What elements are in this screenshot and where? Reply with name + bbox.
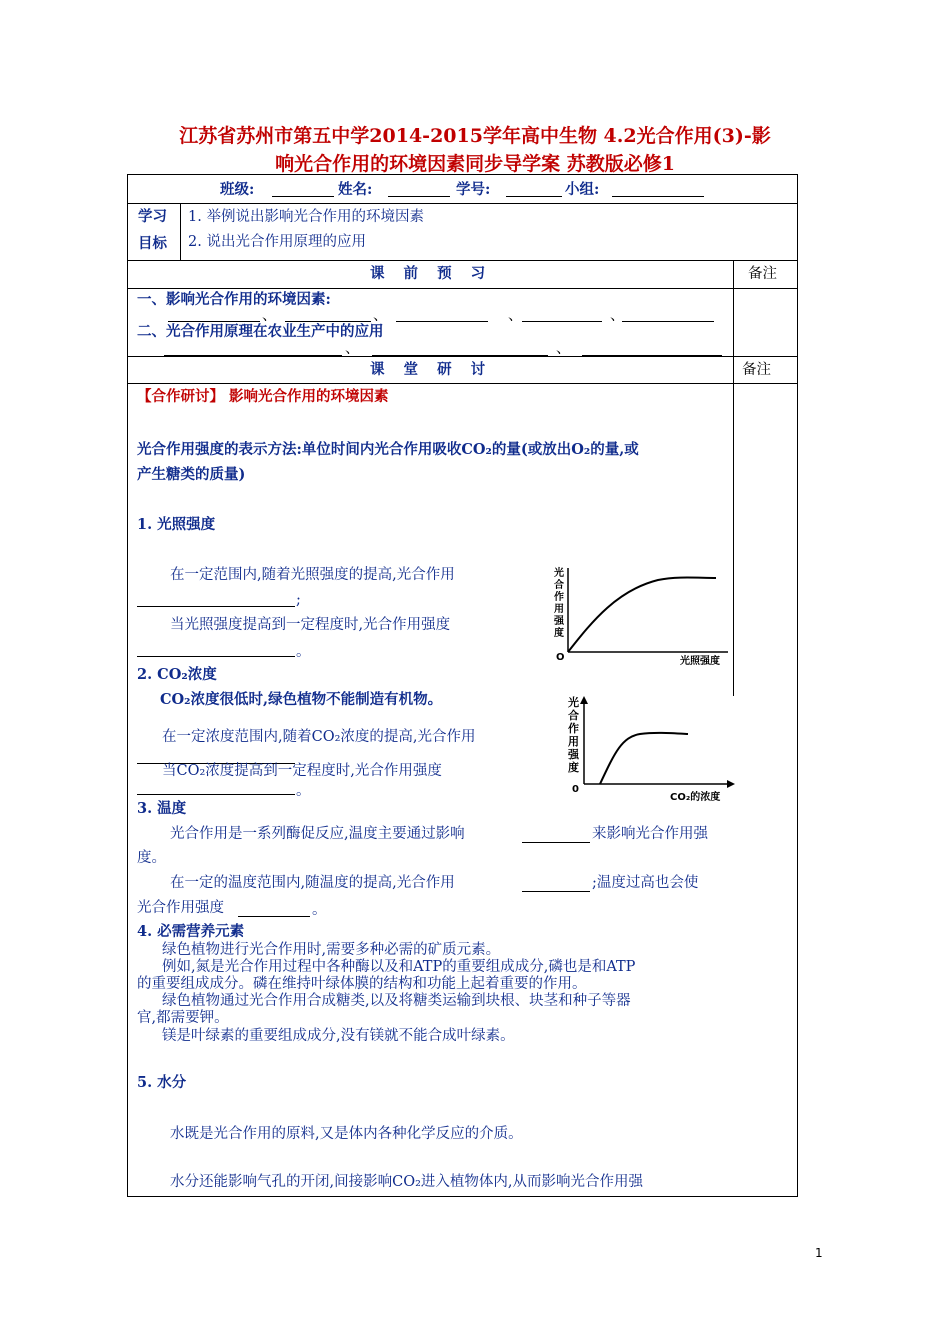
title-line-2: 响光合作用的环境因素同步导学案 苏教版必修1	[275, 153, 675, 175]
light-intensity-chart	[548, 560, 738, 670]
y-axis-label-char: 合	[568, 709, 579, 722]
number-field[interactable]	[506, 180, 562, 197]
answer-blank[interactable]	[522, 875, 590, 892]
section-4-line: 绿色植物进行光合作用时,需要多种必需的矿质元素。	[162, 942, 501, 958]
y-axis-label-char: 强	[554, 616, 564, 627]
section-4-line: 的重要组成成分。磷在维持叶绿体膜的结构和功能上起着重要的作用。	[137, 976, 587, 992]
y-axis-label-char: 作	[554, 592, 564, 603]
section-3-title: 3. 温度	[137, 800, 187, 817]
preview-heading: 课 前 预 习	[370, 265, 488, 282]
name-label: 姓名:	[338, 181, 373, 198]
section-1-text-2: 当光照强度提高到一定程度时,光合作用强度	[170, 617, 451, 633]
answer-blank[interactable]	[372, 339, 548, 356]
section-3-text-1a: 光合作用是一系列酶促反应,温度主要通过影响	[170, 826, 465, 842]
objective-item: 1. 举例说出影响光合作用的环境因素	[188, 209, 424, 225]
answer-blank[interactable]	[168, 305, 260, 322]
preview-question-2: 二、光合作用原理在农业生产中的应用	[137, 323, 384, 340]
col-divider	[180, 203, 181, 260]
answer-blank[interactable]	[582, 339, 722, 356]
row-divider	[127, 203, 797, 204]
section-4-line: 官,都需要钾。	[137, 1010, 229, 1026]
section-4-title: 4. 必需营养元素	[137, 923, 245, 940]
classroom-heading: 课 堂 研 讨	[370, 361, 488, 378]
co2-concentration-chart	[560, 692, 740, 804]
y-axis-label-char: 度	[568, 761, 579, 774]
section-2-statement: CO₂浓度很低时,绿色植物不能制造有机物。	[160, 691, 443, 708]
class-field[interactable]	[272, 180, 334, 197]
row-divider	[127, 383, 797, 384]
x-axis-label: CO₂的浓度	[670, 792, 721, 803]
section-4-line: 镁是叶绿素的重要组成成分,没有镁就不能合成叶绿素。	[162, 1028, 515, 1044]
y-axis-label-char: 度	[554, 628, 564, 639]
answer-blank[interactable]	[522, 305, 602, 322]
row-divider	[127, 288, 797, 289]
x-axis-arrow	[727, 780, 735, 788]
preview-question-1: 一、影响光合作用的环境因素:	[137, 291, 331, 308]
origin-label: O	[556, 652, 565, 663]
answer-blank[interactable]	[238, 900, 310, 917]
y-axis-label-char: 合	[554, 580, 564, 591]
photosynthesis-curve	[568, 578, 716, 653]
section-title: 【合作研讨】 影响光合作用的环境因素	[137, 388, 389, 405]
y-axis-label-char: 光	[568, 696, 579, 709]
section-3-text-2a: 在一定的温度范围内,随温度的提高,光合作用	[170, 875, 455, 891]
separator: 、	[373, 308, 388, 324]
answer-blank[interactable]	[137, 640, 295, 657]
section-5-title: 5. 水分	[137, 1074, 187, 1091]
separator: 、	[610, 308, 625, 324]
name-field[interactable]	[388, 180, 450, 197]
answer-blank[interactable]	[164, 339, 342, 356]
page-number: 1	[815, 1246, 823, 1260]
y-axis-label-char: 强	[568, 748, 579, 761]
section-5-text-1: 水既是光合作用的原料,又是体内各种化学反应的介质。	[170, 1126, 523, 1142]
document-title	[110, 122, 840, 178]
answer-blank[interactable]	[396, 305, 488, 322]
y-axis-arrow	[580, 696, 588, 704]
separator: 、	[508, 308, 523, 324]
punctuation: ;	[296, 592, 301, 608]
section-4-line: 例如,氮是光合作用过程中各种酶以及和ATP的重要组成成分,磷也是和ATP	[162, 959, 636, 975]
answer-blank[interactable]	[622, 305, 714, 322]
objective-item: 2. 说出光合作用原理的应用	[188, 234, 366, 250]
row-divider	[127, 356, 797, 357]
objectives-label-2: 目标	[138, 235, 167, 252]
answer-blank[interactable]	[137, 590, 295, 607]
x-axis-label: 光照强度	[680, 656, 720, 667]
title-line-1: 江苏省苏州市第五中学2014-2015学年高中生物 4.2光合作用(3)-影	[179, 125, 771, 147]
punctuation: 。	[296, 644, 311, 660]
col-divider	[733, 260, 734, 357]
section-2-title: 2. CO₂浓度	[137, 666, 217, 683]
separator: 、	[345, 341, 360, 357]
section-3-text-2b: ;温度过高也会使	[592, 875, 699, 891]
measure-line-2: 产生糖类的质量)	[137, 466, 246, 483]
class-label: 班级:	[220, 181, 255, 198]
y-axis-label-char: 作	[568, 722, 579, 735]
y-axis-label-char: 光	[554, 568, 564, 579]
section-4-line: 绿色植物通过光合作用合成糖类,以及将糖类运输到块根、块茎和种子等器	[162, 993, 631, 1009]
objectives-label-1: 学习	[138, 208, 167, 225]
separator: 、	[556, 341, 571, 357]
group-field[interactable]	[612, 180, 704, 197]
section-3-text-2c: 光合作用强度	[137, 900, 224, 916]
section-1-title: 1. 光照强度	[137, 516, 216, 533]
section-3-text-1c: 度。	[137, 850, 166, 866]
row-divider	[127, 260, 797, 261]
number-label: 学号:	[456, 181, 491, 198]
answer-blank[interactable]	[137, 778, 295, 795]
photosynthesis-curve	[600, 733, 688, 784]
punctuation: 。	[296, 783, 311, 799]
section-3-text-1b: 来影响光合作用强	[592, 826, 708, 842]
y-axis-label-char: 用	[568, 735, 579, 748]
origin-label: 0	[572, 784, 579, 795]
answer-blank[interactable]	[522, 826, 590, 843]
measure-line-1: 光合作用强度的表示方法:单位时间内光合作用吸收CO₂的量(或放出O₂的量,或	[137, 441, 639, 458]
y-axis-label-char: 用	[554, 604, 564, 615]
section-2-text-2: 当CO₂浓度提高到一定程度时,光合作用强度	[162, 763, 442, 779]
separator: 、	[262, 308, 277, 324]
answer-blank[interactable]	[285, 305, 371, 322]
classroom-note-label: 备注	[742, 362, 771, 378]
punctuation: 。	[312, 902, 327, 918]
group-label: 小组:	[565, 181, 600, 198]
section-5-text-2: 水分还能影响气孔的开闭,间接影响CO₂进入植物体内,从而影响光合作用强	[170, 1174, 644, 1190]
preview-note-label: 备注	[748, 266, 777, 282]
section-1-text-1: 在一定范围内,随着光照强度的提高,光合作用	[170, 567, 455, 583]
section-2-text-1: 在一定浓度范围内,随着CO₂浓度的提高,光合作用	[162, 729, 476, 745]
